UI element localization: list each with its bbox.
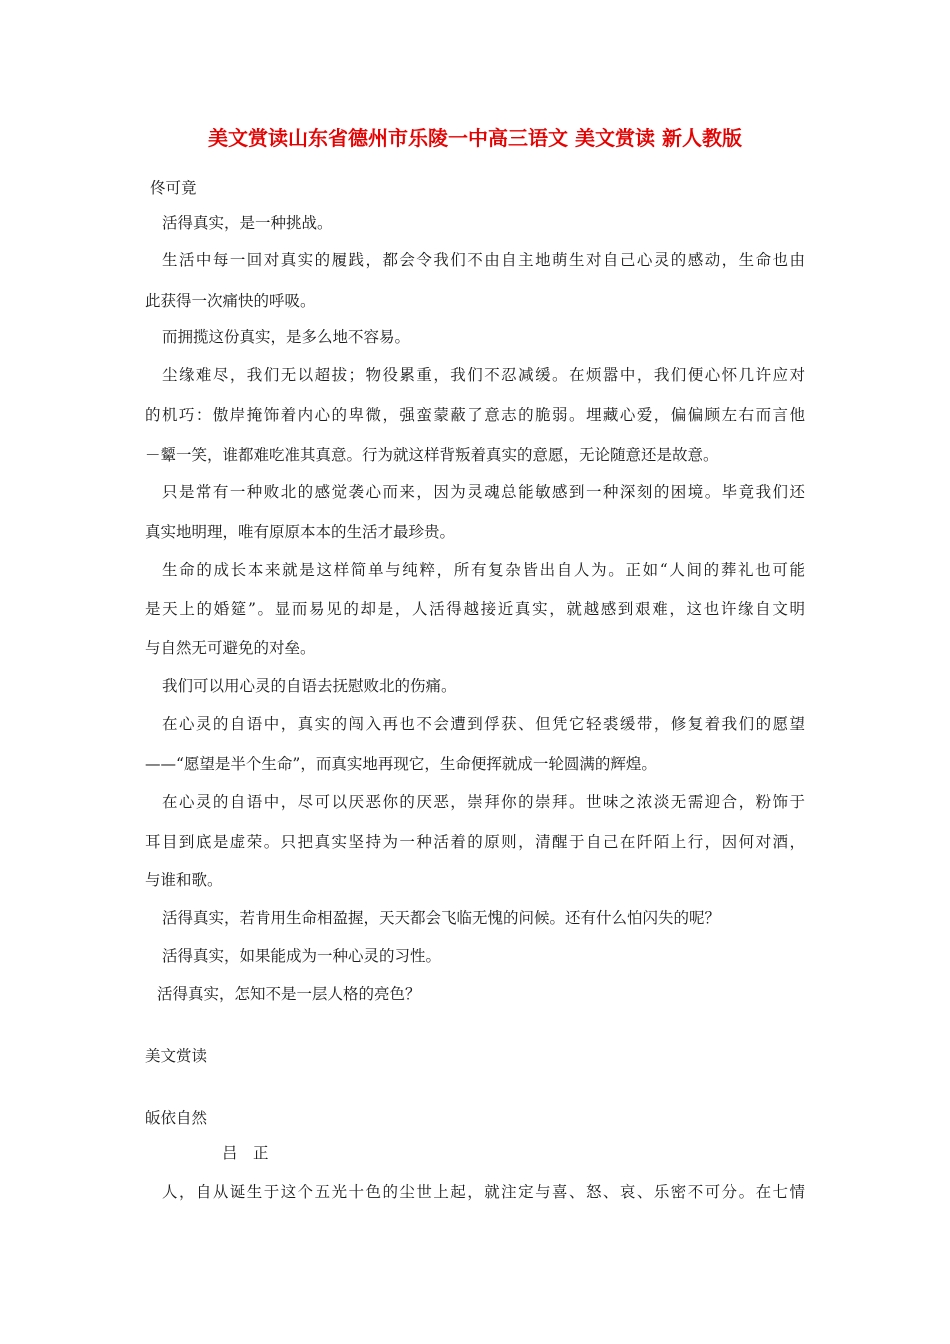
section-label: 美文赏读 — [145, 1047, 208, 1065]
document-title: 美文赏读山东省德州市乐陵一中高三语文 美文赏读 新人教版 — [208, 126, 742, 150]
essay1-author: 佟可竟 — [150, 179, 197, 197]
paragraph-line: 生活中每一回对真实的履践，都会令我们不由自主地萌生对自己心灵的感动，生命也由 — [162, 251, 805, 269]
paragraph-line: 活得真实，怎知不是一层人格的亮色？ — [157, 985, 421, 1003]
paragraph-line: 是天上的婚筵”。显而易见的却是，人活得越接近真实，就越感到艰难，这也许缘自文明 — [145, 600, 805, 618]
paragraph-line: 在心灵的自语中，尽可以厌恶你的厌恶，崇拜你的崇拜。世味之浓淡无需迎合，粉饰于 — [162, 793, 805, 811]
paragraph-line: 的机巧：傲岸掩饰着内心的卑微，强蛮蒙蔽了意志的脆弱。埋藏心爱，偏偏顾左右而言他 — [145, 406, 805, 424]
paragraph-line: 我们可以用心灵的自语去抚慰败北的伤痛。 — [162, 677, 457, 695]
paragraph-line: 尘缘难尽，我们无以超拔；物役累重，我们不忍减缓。在烦嚣中，我们便心怀几许应对 — [162, 366, 805, 384]
paragraph-line: ——“愿望是半个生命”，而真实地再现它，生命便挥就成一轮圆满的辉煌。 — [145, 755, 657, 773]
paragraph-line: 此获得一次痛快的呼吸。 — [145, 292, 316, 310]
paragraph-line: 与谁和歌。 — [145, 871, 223, 889]
paragraph-line: 生命的成长本来就是这样简单与纯粹，所有复杂皆出自人为。正如“人间的葬礼也可能 — [162, 561, 805, 579]
paragraph-line: 活得真实，若肯用生命相盈握，天天都会飞临无愧的问候。还有什么怕闪失的呢？ — [162, 909, 721, 927]
paragraph-line: 与自然无可避免的对垒。 — [145, 639, 316, 657]
paragraph-line: 活得真实，是一种挑战。 — [162, 214, 333, 232]
paragraph-line: 耳目到底是虚荣。只把真实坚持为一种活着的原则，清醒于自己在阡陌上行，因何对酒， — [145, 833, 805, 851]
paragraph-line: 活得真实，如果能成为一种心灵的习性。 — [162, 947, 442, 965]
essay2-author: 吕 正 — [222, 1144, 269, 1162]
essay2-title: 皈依自然 — [145, 1109, 208, 1127]
paragraph-line: 人，自从诞生于这个五光十色的尘世上起，就注定与喜、怒、哀、乐密不可分。在七情 — [162, 1183, 805, 1201]
paragraph-line: －颦一笑，谁都难吃准其真意。行为就这样背叛着真实的意愿，无论随意还是故意。 — [145, 446, 719, 464]
paragraph-line: 而拥揽这份真实，是多么地不容易。 — [162, 328, 411, 346]
paragraph-line: 真实地明理，唯有原原本本的生活才最珍贵。 — [145, 523, 456, 541]
paragraph-line: 在心灵的自语中，真实的闯入再也不会遭到俘获、但凭它轻裘缓带，修复着我们的愿望 — [162, 715, 805, 733]
paragraph-line: 只是常有一种败北的感觉袭心而来，因为灵魂总能敏感到一种深刻的困境。毕竟我们还 — [162, 483, 805, 501]
